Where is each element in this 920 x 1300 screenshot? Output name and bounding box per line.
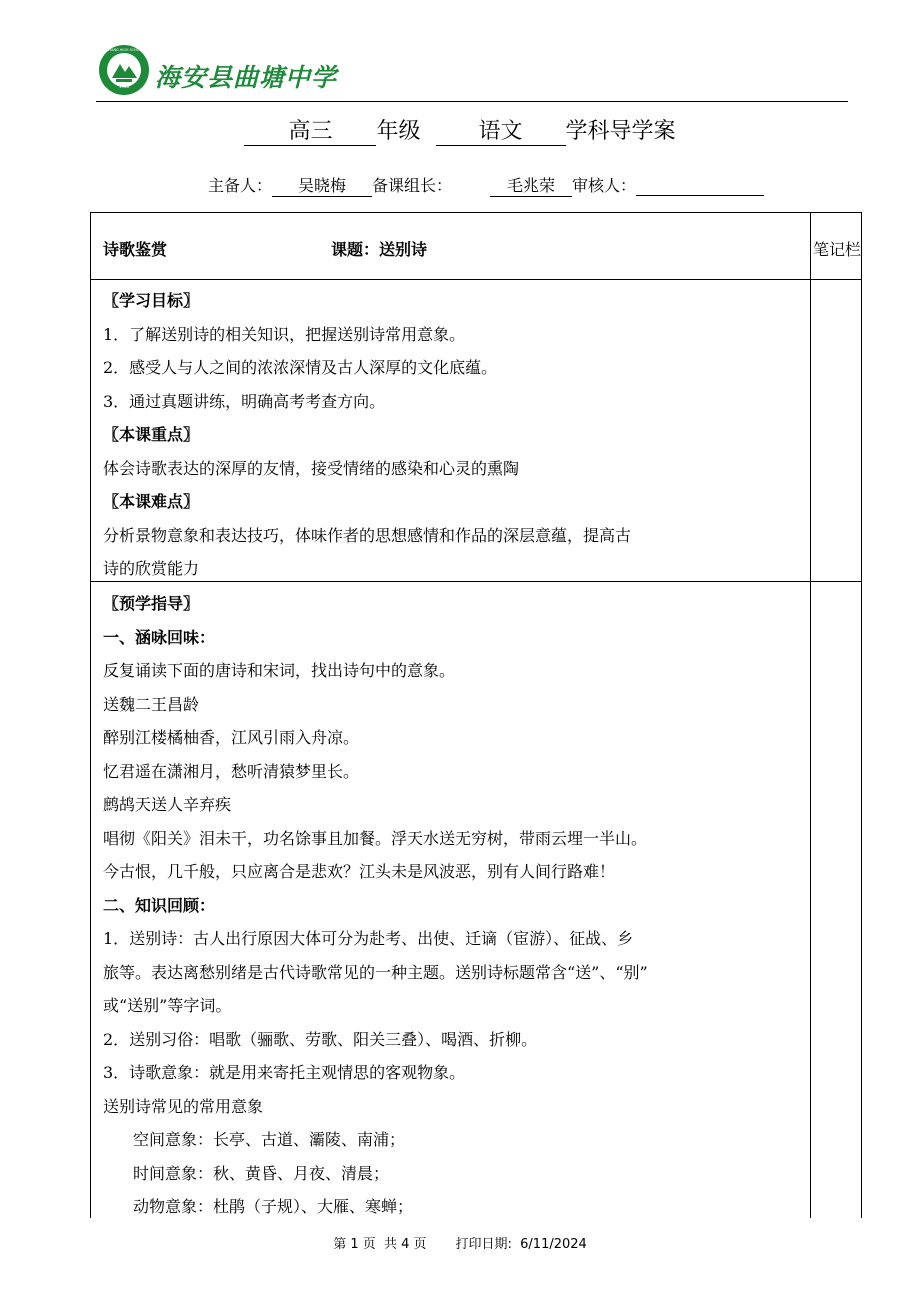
- page-total: 共 4 页: [384, 1237, 427, 1252]
- difficulty-text: 分析景物意象和表达技巧，体味作者的思想感情和作品的深层意蕴，提高古: [103, 525, 632, 545]
- lesson-table: [90, 212, 862, 1218]
- part1-title: 一、涵咏回味：: [103, 627, 216, 647]
- knowledge-item: 3．诗歌意象：就是用来寄托主观情思的客观物象。: [103, 1063, 466, 1082]
- imagery-item: 空间意象：长亭、古道、灞陵、南浦；: [133, 1130, 406, 1149]
- poem-line: 忆君遥在潇湘月，愁听清猿梦里长。: [103, 761, 360, 781]
- goal-item: 3．通过真题讲练，明确高考考查方向。: [103, 391, 386, 411]
- imagery-item: 动物意象：杜鹃（子规）、大雁、寒蝉；: [133, 1197, 414, 1216]
- knowledge-item: 1．送别诗：古人出行原因大体可分为赴考、出使、迁谪（宦游）、征战、乡: [103, 929, 634, 948]
- knowledge-item: 2．送别习俗：唱歌（骊歌、劳歌、阳关三叠）、喝酒、折柳。: [103, 1029, 538, 1049]
- page-number: 第 1 页: [333, 1237, 376, 1252]
- row-divider: [91, 279, 861, 280]
- key-title: 〖本课重点〗: [103, 425, 200, 444]
- goal-item: 1．了解送别诗的相关知识，把握送别诗常用意象。: [103, 324, 466, 344]
- logo-year: 1958: [118, 84, 130, 89]
- poem-line: 醉别江楼橘柚香，江风引雨入舟凉。: [103, 728, 360, 747]
- goals-title: 〖学习目标〗: [103, 291, 200, 310]
- preparer-name: 吴晓梅: [272, 173, 372, 197]
- poem-line: 今古恨，几千般，只应离合是悲欢？江头未是风波恶，别有人间行路难！: [103, 862, 616, 881]
- title-grade: 高三: [244, 114, 376, 146]
- knowledge-item: 旅等。表达离愁别绪是古代诗歌常见的一种主题。送别诗标题常含“送”、“别”: [103, 962, 648, 982]
- print-label: 打印日期:: [455, 1237, 512, 1252]
- title-grade-suffix: 年级: [376, 119, 421, 144]
- school-name: 海安县曲塘中学: [155, 63, 338, 92]
- preview-guide-section: [103, 587, 808, 1224]
- leader-name: 毛兆荣: [490, 173, 572, 197]
- difficulty-text: 诗的欣赏能力: [103, 559, 200, 578]
- page-title: [0, 114, 920, 146]
- school-logo: [98, 44, 150, 96]
- meta-line: [208, 173, 764, 197]
- poem1-title: 送魏二王昌龄: [103, 694, 200, 714]
- row-divider: [91, 581, 861, 582]
- objectives-section: [103, 284, 808, 586]
- notes-column-divider: [810, 213, 811, 1218]
- reviewer-blank: [636, 176, 764, 196]
- leader-label: 备课组长：: [372, 176, 453, 195]
- key-text: 体会诗歌表达的深厚的友情，接受情绪的感染和心灵的熏陶: [103, 458, 520, 478]
- logo-text: QUTANG HIGH SCHOOL: [104, 48, 144, 52]
- title-subject: 语文: [436, 114, 566, 146]
- goal-item: 2．感受人与人之间的浓浓深情及古人深厚的文化底蕴。: [103, 358, 498, 377]
- page-footer: [0, 1233, 920, 1252]
- poem-line: 唱彻《阳关》泪未干，功名馀事且加餐。浮天水送无穷树，带雨云埋一半山。: [103, 828, 648, 848]
- title-doc-type: 学科导学案: [565, 119, 676, 144]
- header-divider: [96, 101, 848, 102]
- imagery-item: 时间意象：秋、黄昏、月夜、清晨；: [133, 1163, 390, 1183]
- notes-column-header: 笔记栏: [812, 240, 861, 259]
- guide-title: 〖预学指导〗: [103, 594, 200, 613]
- topic-label: 课题：送别诗: [331, 240, 428, 259]
- category-label: 诗歌鉴赏: [103, 240, 168, 259]
- knowledge-item: 或“送别”等字词。: [103, 996, 232, 1015]
- print-date: 6/11/2024: [520, 1237, 587, 1252]
- part1-intro: 反复诵读下面的唐诗和宋词，找出诗句中的意象。: [103, 661, 456, 680]
- difficulty-title: 〖本课难点〗: [103, 492, 200, 511]
- part2-title: 二、知识回顾：: [103, 895, 216, 915]
- poem2-title: 鹧鸪天送人辛弃疾: [103, 795, 232, 814]
- preparer-label: 主备人：: [208, 176, 273, 195]
- reviewer-label: 审核人：: [572, 176, 637, 195]
- imagery-title: 送别诗常见的常用意象: [103, 1096, 264, 1116]
